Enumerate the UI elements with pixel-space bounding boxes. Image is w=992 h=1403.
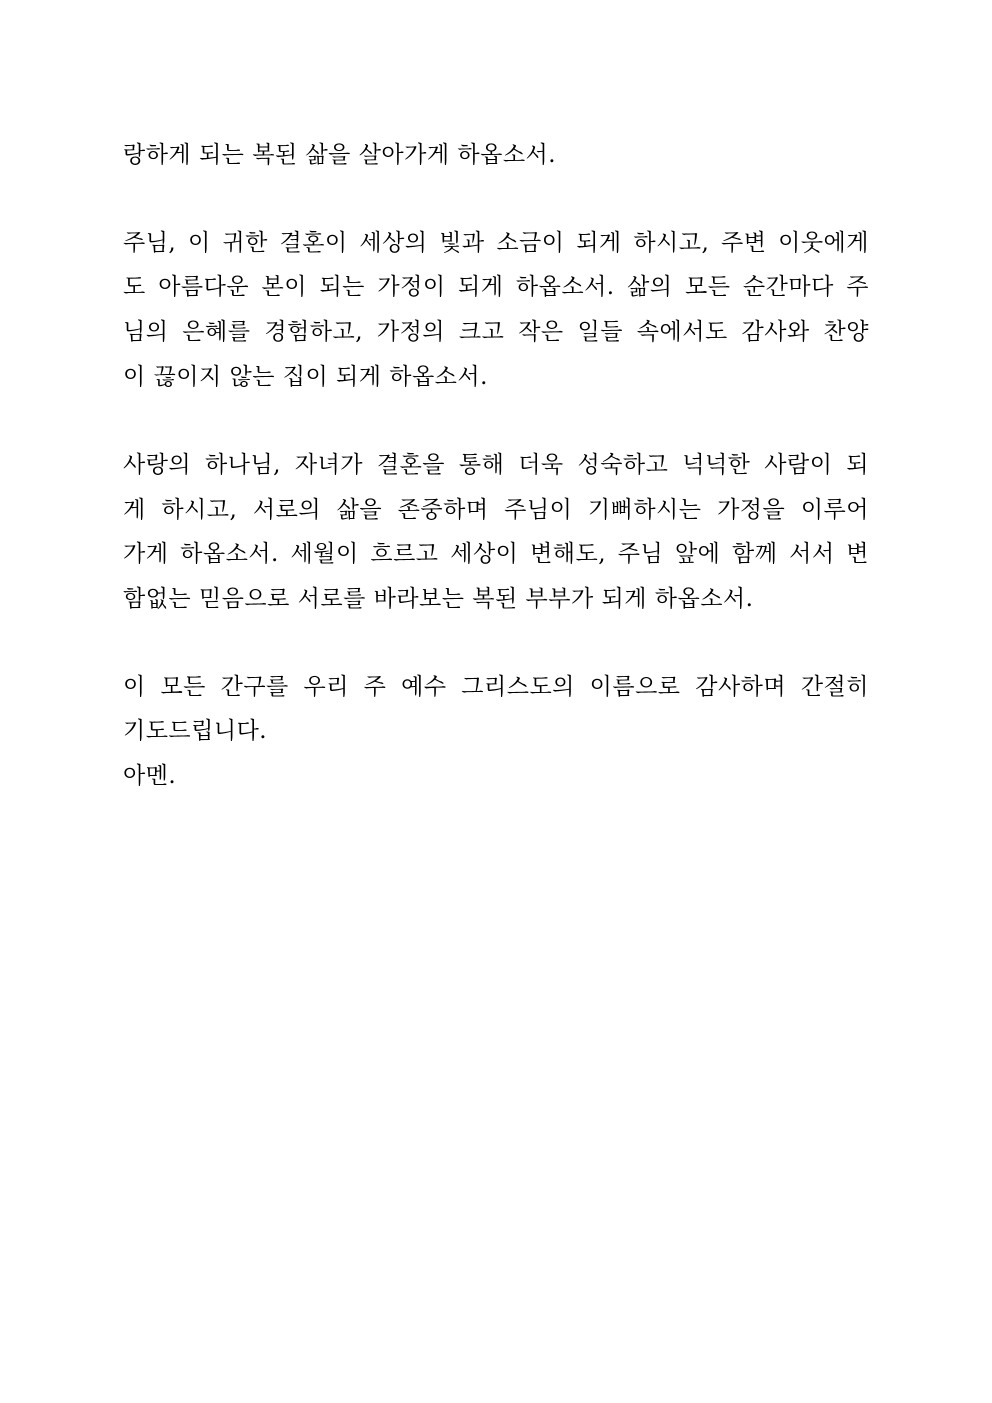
document-page bbox=[123, 0, 869, 1403]
text-line-5: 이 끊이지 않는 집이 되게 하옵소서. bbox=[123, 364, 488, 390]
text-line-11: 기도드립니다. bbox=[123, 718, 268, 744]
text-line-12: 아멘. bbox=[123, 763, 177, 789]
text-line-4: 님의 은혜를 경험하고, 가정의 크고 작은 일들 속에서도 감사와 찬양 bbox=[123, 319, 869, 345]
text-line-9: 함없는 믿음으로 서로를 바라보는 복된 부부가 되게 하옵소서. bbox=[123, 586, 754, 612]
text-line-7: 게 하시고, 서로의 삶을 존중하며 주님이 기뻐하시는 가정을 이루어 bbox=[123, 497, 869, 523]
text-line-3: 도 아름다운 본이 되는 가정이 되게 하옵소서. 삶의 모든 순간마다 주 bbox=[123, 274, 869, 300]
text-line-2: 주님, 이 귀한 결혼이 세상의 빛과 소금이 되게 하시고, 주변 이웃에게 bbox=[123, 230, 869, 256]
text-line-1: 랑하게 되는 복된 삶을 살아가게 하옵소서. bbox=[123, 142, 557, 168]
text-line-6: 사랑의 하나님, 자녀가 결혼을 통해 더욱 성숙하고 넉넉한 사람이 되 bbox=[123, 452, 869, 478]
text-line-10: 이 모든 간구를 우리 주 예수 그리스도의 이름으로 감사하며 간절히 bbox=[123, 674, 869, 700]
text-line-8: 가게 하옵소서. 세월이 흐르고 세상이 변해도, 주님 앞에 함께 서서 변 bbox=[123, 541, 869, 567]
